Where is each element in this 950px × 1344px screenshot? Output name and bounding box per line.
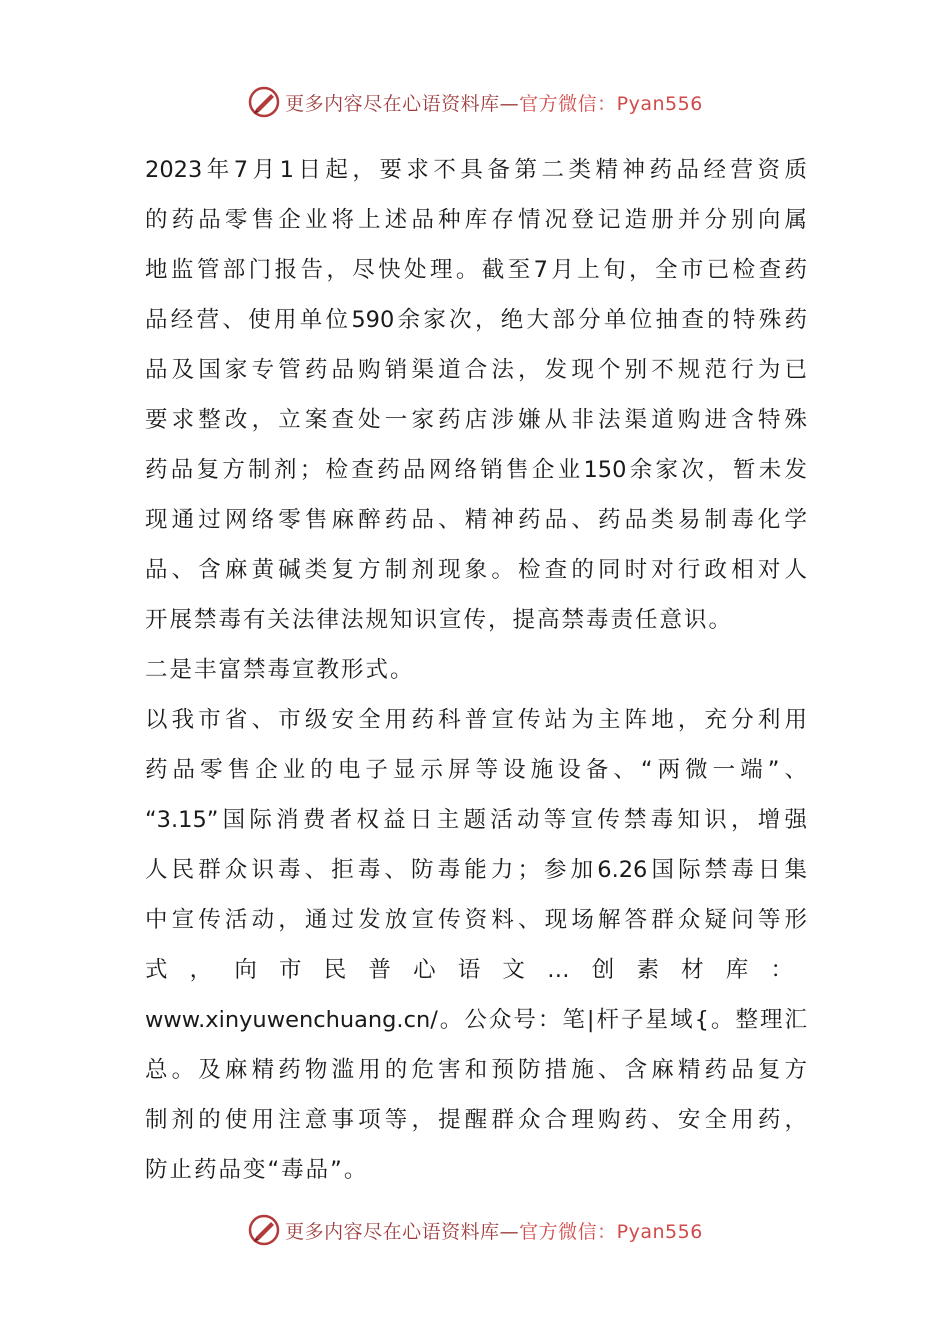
- body-line: 以我市省、市级安全用药科普宣传站为主阵地，充分利用: [145, 707, 807, 733]
- body-line: 总。及麻精药物滥用的危害和预防措施、含麻精药品复方: [145, 1057, 807, 1083]
- header-banner-main: 更多内容尽在心语资料库—: [285, 92, 520, 115]
- body-line: 防止药品变“毒品”。: [145, 1157, 369, 1183]
- body-line: “3.15”国际消费者权益日主题活动等宣传禁毒知识，增强: [145, 807, 807, 833]
- body-line: 2023年7月1日起，要求不具备第二类精神药品经营资质: [145, 157, 807, 183]
- body-line: 开展禁毒有关法律法规知识宣传，提高禁毒责任意识。: [145, 607, 734, 633]
- header-banner-wechat: 官方微信：Pyan556: [519, 92, 703, 115]
- body-line: 人民群众识毒、拒毒、防毒能力；参加6.26国际禁毒日集: [145, 857, 807, 883]
- body-line: 现通过网络零售麻醉药品、精神药品、药品类易制毒化学: [145, 507, 807, 533]
- body-line: 地监管部门报告，尽快处理。截至7月上旬，全市已检查药: [145, 257, 807, 283]
- body-line: 式，向市民普心语文…创素材库：: [145, 957, 807, 983]
- footer-banner: [0, 1210, 950, 1250]
- body-line: 的药品零售企业将上述品种库存情况登记造册并分别向属: [145, 207, 807, 233]
- pen-logo-icon: [247, 85, 281, 119]
- body-line: 药品复方制剂；检查药品网络销售企业150余家次，暂未发: [145, 457, 807, 483]
- body-line: 药品零售企业的电子显示屏等设施设备、“两微一端”、: [145, 757, 807, 783]
- body-line: 品、含麻黄碱类复方制剂现象。检查的同时对行政相对人: [145, 557, 807, 583]
- body-line: 品及国家专管药品购销渠道合法，发现个别不规范行为已: [145, 357, 807, 383]
- body-line: 制剂的使用注意事项等，提醒群众合理购药、安全用药，: [145, 1107, 807, 1133]
- footer-banner-main: 更多内容尽在心语资料库—: [285, 1220, 520, 1243]
- body-line: www.xinyuwenchuang.cn/。公众号：笔|杆子星域{。整理汇: [145, 1007, 807, 1033]
- section-heading: 二是丰富禁毒宣教形式。: [145, 657, 415, 683]
- body-line: 品经营、使用单位590余家次，绝大部分单位抽查的特殊药: [145, 307, 807, 333]
- body-line: 要求整改，立案查处一家药店涉嫌从非法渠道购进含特殊: [145, 407, 807, 433]
- header-banner: [0, 82, 950, 122]
- pen-logo-icon: [247, 1213, 281, 1247]
- body-line: 中宣传活动，通过发放宣传资料、现场解答群众疑问等形: [145, 907, 807, 933]
- footer-banner-wechat: 官方微信：Pyan556: [519, 1220, 703, 1243]
- document-body: [145, 145, 807, 1195]
